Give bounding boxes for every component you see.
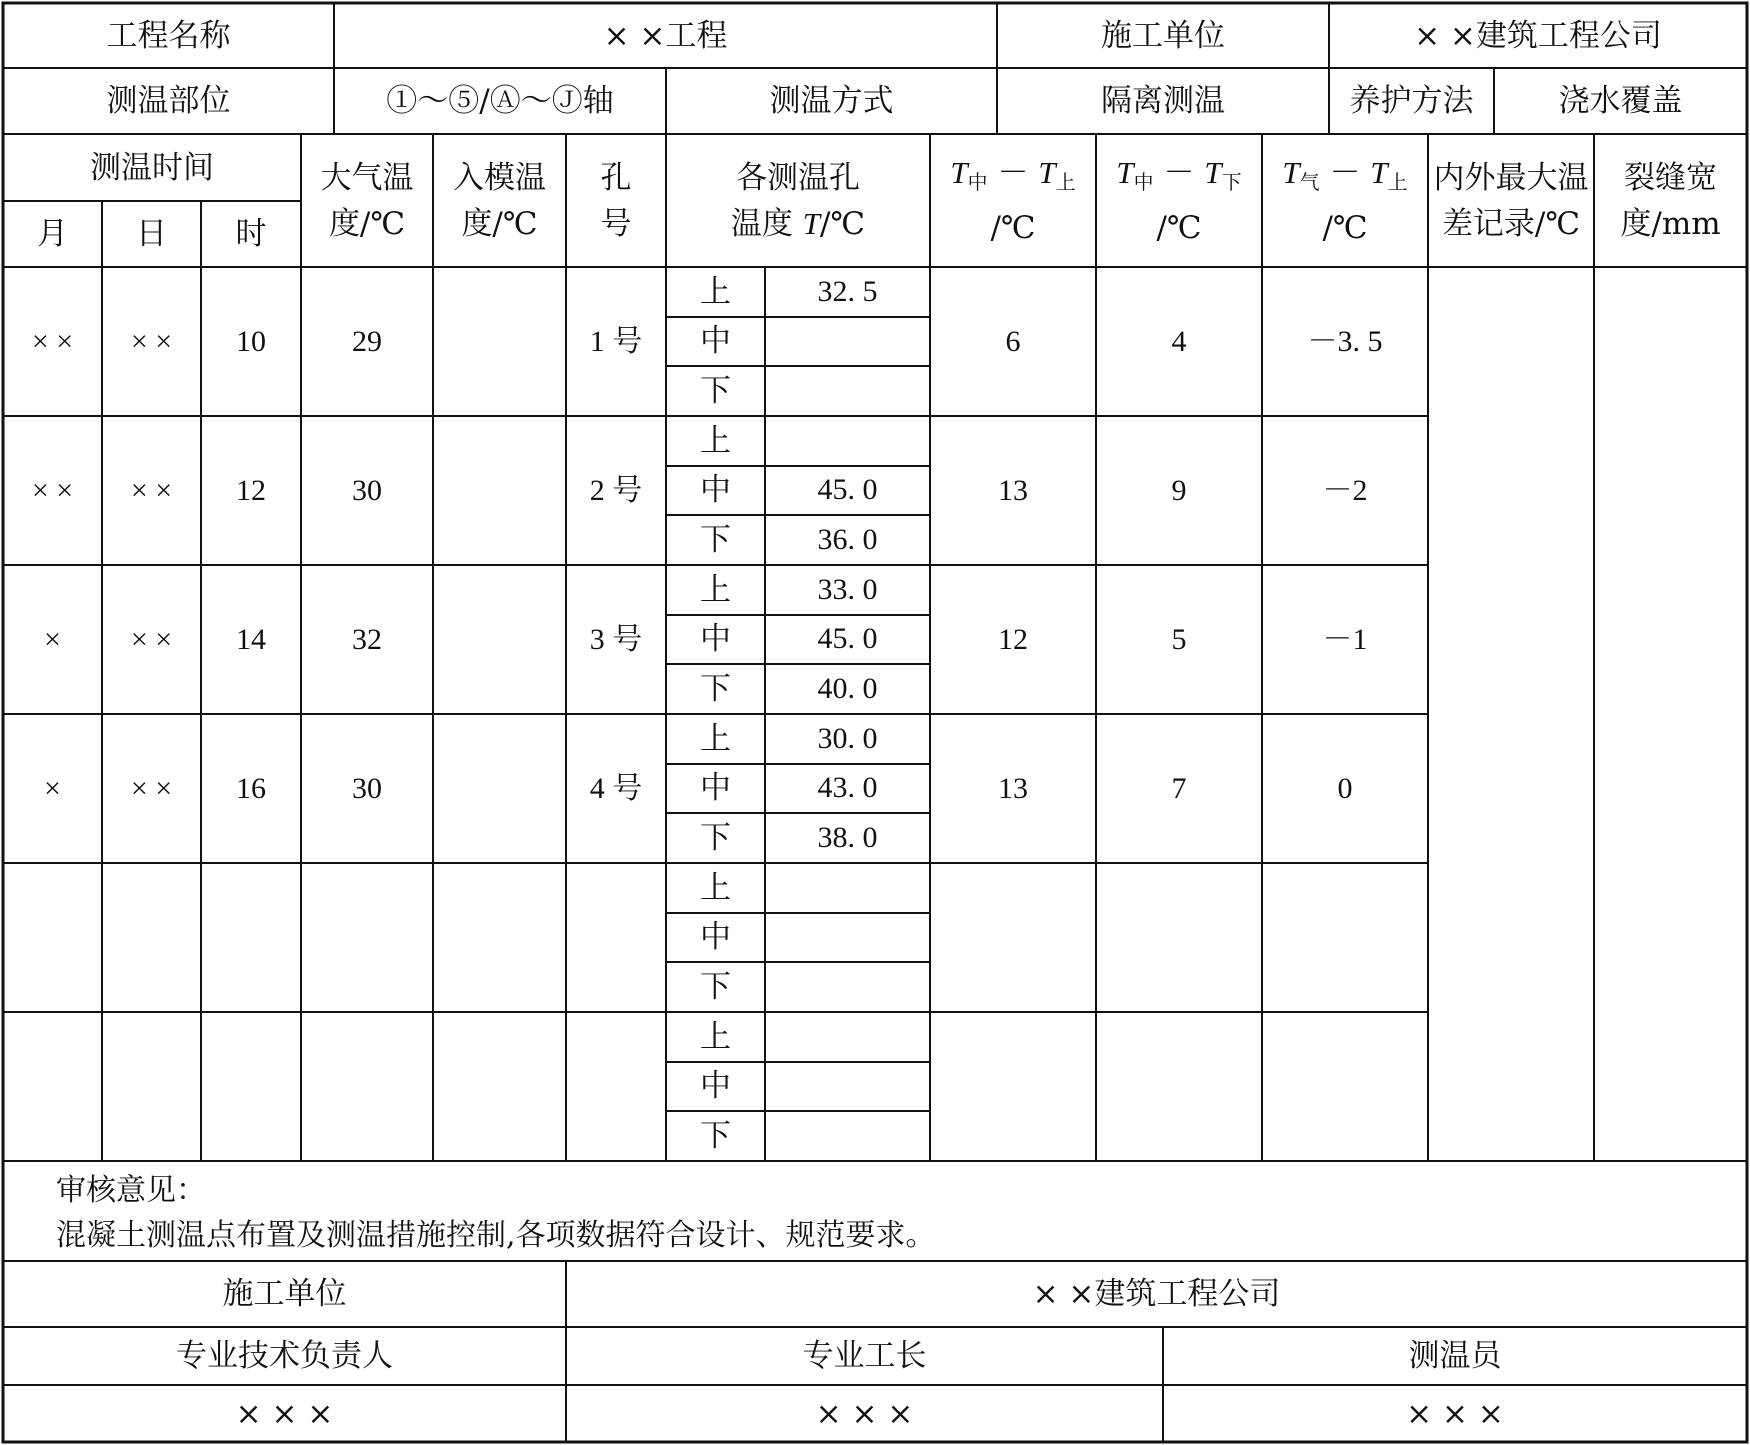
max-diff-record-cell xyxy=(1428,267,1594,1161)
hole-temp-value: 40. 0 xyxy=(817,672,878,706)
hour-cell: 10 xyxy=(236,324,266,358)
mid-minus-top-header xyxy=(930,134,1096,267)
air-temp-header-line1: 大气温 xyxy=(320,159,414,196)
audit-text: 混凝土测温点布置及测温措施控制,各项数据符合设计、规范要求。 xyxy=(56,1218,936,1253)
method-label: 测温方式 xyxy=(769,83,894,119)
max-diff-header-line1: 内外最大温 xyxy=(1433,159,1589,196)
hole-number-cell: 2 号 xyxy=(589,473,643,507)
position-label: 中 xyxy=(700,323,731,360)
month-cell: × × xyxy=(31,324,74,358)
hole-temp-value: 30. 0 xyxy=(817,721,878,755)
crack-width-header-line1: 裂缝宽 xyxy=(1624,159,1717,196)
day-cell: × × xyxy=(130,473,173,507)
day-cell xyxy=(102,1012,201,1161)
pour-temp-cell xyxy=(433,267,566,416)
position-label: 上 xyxy=(700,720,731,757)
audit-label: 审核意见： xyxy=(56,1173,206,1208)
pour-temp-header xyxy=(433,134,566,267)
day-cell: × × xyxy=(130,771,173,805)
max-diff-header-line2: 差记录/℃ xyxy=(1441,205,1581,242)
position-label: 下 xyxy=(700,1118,731,1155)
month-cell: × xyxy=(44,622,61,656)
mid-minus-bottom-cell xyxy=(1096,863,1262,1012)
day-cell: × × xyxy=(130,622,173,656)
air-temp-cell xyxy=(301,863,433,1012)
foreman-label: 专业工长 xyxy=(802,1338,927,1374)
air-temp-cell: 32 xyxy=(352,622,382,656)
position-label: 下 xyxy=(700,671,731,708)
curing-value: 浇水覆盖 xyxy=(1558,83,1683,119)
pour-temp-header-line1: 入模温 xyxy=(453,159,546,196)
hole-number-cell: 4 号 xyxy=(589,771,643,805)
air-temp-cell xyxy=(301,1012,433,1161)
footer-contractor-label: 施工单位 xyxy=(222,1276,347,1312)
day-header: 日 xyxy=(136,216,167,252)
air-minus-top-formula: $T_气 - T_上$ xyxy=(1282,155,1408,194)
project-name-value: × ×工程 xyxy=(603,17,728,54)
project-name-label: 工程名称 xyxy=(106,17,231,54)
position-label: 下 xyxy=(700,522,731,559)
location-label: 测温部位 xyxy=(106,83,231,119)
mid-minus-bottom-cell: 5 xyxy=(1171,622,1187,656)
pour-temp-cell xyxy=(433,1012,566,1161)
pour-temp-header-line2: 度/℃ xyxy=(461,205,538,242)
position-label: 上 xyxy=(700,273,731,310)
mid-minus-bottom-unit: /℃ xyxy=(1156,210,1202,246)
hole-temp-value: 45. 0 xyxy=(817,622,878,656)
time-group-header: 测温时间 xyxy=(90,149,214,186)
hole-temp-value xyxy=(765,863,930,913)
hour-cell xyxy=(201,1012,301,1161)
air-minus-top-cell xyxy=(1262,1012,1428,1161)
position-label: 上 xyxy=(700,422,731,459)
hole-temp-value xyxy=(765,416,930,466)
hole-temp-value xyxy=(765,1062,930,1112)
mid-minus-bottom-cell: 7 xyxy=(1171,771,1187,805)
hole-temp-value: 43. 0 xyxy=(817,771,878,805)
mid-minus-top-cell xyxy=(930,1012,1096,1161)
contractor-value: × ×建筑工程公司 xyxy=(1414,17,1662,54)
air-minus-top-cell: －3. 5 xyxy=(1307,324,1383,358)
hour-cell: 12 xyxy=(236,473,266,507)
mid-minus-top-cell: 6 xyxy=(1005,324,1021,358)
pour-temp-cell xyxy=(433,565,566,714)
air-temp-cell: 30 xyxy=(352,771,382,805)
month-cell xyxy=(3,863,102,1012)
max-diff-header xyxy=(1428,134,1594,267)
crack-width-header xyxy=(1594,134,1747,267)
mid-minus-bottom-header xyxy=(1096,134,1262,267)
position-label: 上 xyxy=(700,571,731,608)
mid-minus-bottom-cell: 9 xyxy=(1171,473,1187,507)
method-value: 隔离测温 xyxy=(1101,83,1225,119)
hole-number-cell: 1 号 xyxy=(589,324,643,358)
hole-temp-value xyxy=(765,913,930,963)
hour-cell: 16 xyxy=(236,771,266,805)
hour-cell xyxy=(201,863,301,1012)
hole-temp-value: 36. 0 xyxy=(817,523,878,557)
hole-temp-header-line1: 各测温孔 xyxy=(736,159,860,196)
hour-cell: 14 xyxy=(236,622,266,656)
air-temp-cell: 30 xyxy=(352,473,382,507)
mid-minus-top-cell: 12 xyxy=(998,622,1028,656)
position-label: 中 xyxy=(700,770,731,807)
mid-minus-top-cell xyxy=(930,863,1096,1012)
location-value: ①～⑤/Ⓐ～Ⓙ轴 xyxy=(386,83,614,119)
hole-header xyxy=(566,134,666,267)
mid-minus-top-cell: 13 xyxy=(998,771,1028,805)
hole-number-cell xyxy=(566,1012,666,1161)
position-label: 中 xyxy=(700,1068,731,1105)
mid-minus-top-unit: /℃ xyxy=(990,210,1036,246)
hole-temp-value xyxy=(765,962,930,1012)
hole-temp-value: 45. 0 xyxy=(817,473,878,507)
measurer-label: 测温员 xyxy=(1408,1338,1502,1374)
hole-temp-value xyxy=(765,1012,930,1062)
position-label: 下 xyxy=(700,969,731,1006)
foreman-signature: × × × xyxy=(815,1395,914,1432)
pour-temp-cell xyxy=(433,416,566,565)
mid-minus-top-formula: $T_中 - T_上$ xyxy=(950,155,1076,194)
month-cell xyxy=(3,1012,102,1161)
month-header: 月 xyxy=(37,216,68,252)
air-minus-top-cell xyxy=(1262,863,1428,1012)
hole-temp-value: 33. 0 xyxy=(817,572,878,606)
measurer-signature: × × × xyxy=(1406,1395,1504,1432)
hole-temp-value: 32. 5 xyxy=(817,274,878,308)
mid-minus-top-cell: 13 xyxy=(998,473,1028,507)
month-cell: × × xyxy=(31,473,74,507)
hole-number-cell: 3 号 xyxy=(589,622,643,656)
pour-temp-cell xyxy=(433,863,566,1012)
position-label: 中 xyxy=(700,919,731,956)
position-label: 上 xyxy=(700,869,731,906)
day-cell xyxy=(102,863,201,1012)
air-minus-top-header xyxy=(1262,134,1428,267)
air-temp-header xyxy=(301,134,433,267)
air-minus-top-cell: 0 xyxy=(1337,771,1353,805)
position-label: 上 xyxy=(700,1018,731,1055)
air-minus-top-cell: －1 xyxy=(1322,622,1368,656)
tech-lead-signature: × × × xyxy=(235,1395,334,1432)
hole-temp-value xyxy=(765,366,930,416)
hole-temp-value: 38. 0 xyxy=(817,821,878,855)
air-minus-top-cell: －2 xyxy=(1322,473,1368,507)
hole-temp-header-line2: 温度 T/℃ xyxy=(730,205,866,242)
position-label: 下 xyxy=(700,373,731,410)
hour-header: 时 xyxy=(235,216,267,252)
day-cell: × × xyxy=(130,324,173,358)
crack-width-cell xyxy=(1594,267,1747,1161)
hole-temp-value xyxy=(765,1111,930,1161)
hole-header-line2: 号 xyxy=(600,205,632,242)
contractor-label: 施工单位 xyxy=(1101,17,1225,54)
hole-header-line1: 孔 xyxy=(600,159,632,196)
position-label: 中 xyxy=(700,472,731,509)
hole-temp-header xyxy=(666,134,930,267)
hole-number-cell xyxy=(566,863,666,1012)
hole-temp-value xyxy=(765,317,930,367)
crack-width-header-line2: 度/mm xyxy=(1620,205,1721,242)
curing-label: 养护方法 xyxy=(1349,83,1474,119)
audit-section xyxy=(56,1168,1716,1258)
mid-minus-bottom-formula: $T_中 - T_下$ xyxy=(1116,155,1242,194)
mid-minus-bottom-cell xyxy=(1096,1012,1262,1161)
position-label: 下 xyxy=(700,820,731,857)
position-label: 中 xyxy=(700,621,731,658)
air-minus-top-unit: /℃ xyxy=(1322,210,1368,246)
month-cell: × xyxy=(44,771,61,805)
tech-lead-label: 专业技术负责人 xyxy=(176,1338,393,1374)
air-temp-header-line2: 度/℃ xyxy=(328,205,406,242)
footer-contractor-value: × ×建筑工程公司 xyxy=(1032,1276,1281,1312)
mid-minus-bottom-cell: 4 xyxy=(1171,324,1187,358)
air-temp-cell: 29 xyxy=(352,324,382,358)
pour-temp-cell xyxy=(433,714,566,863)
